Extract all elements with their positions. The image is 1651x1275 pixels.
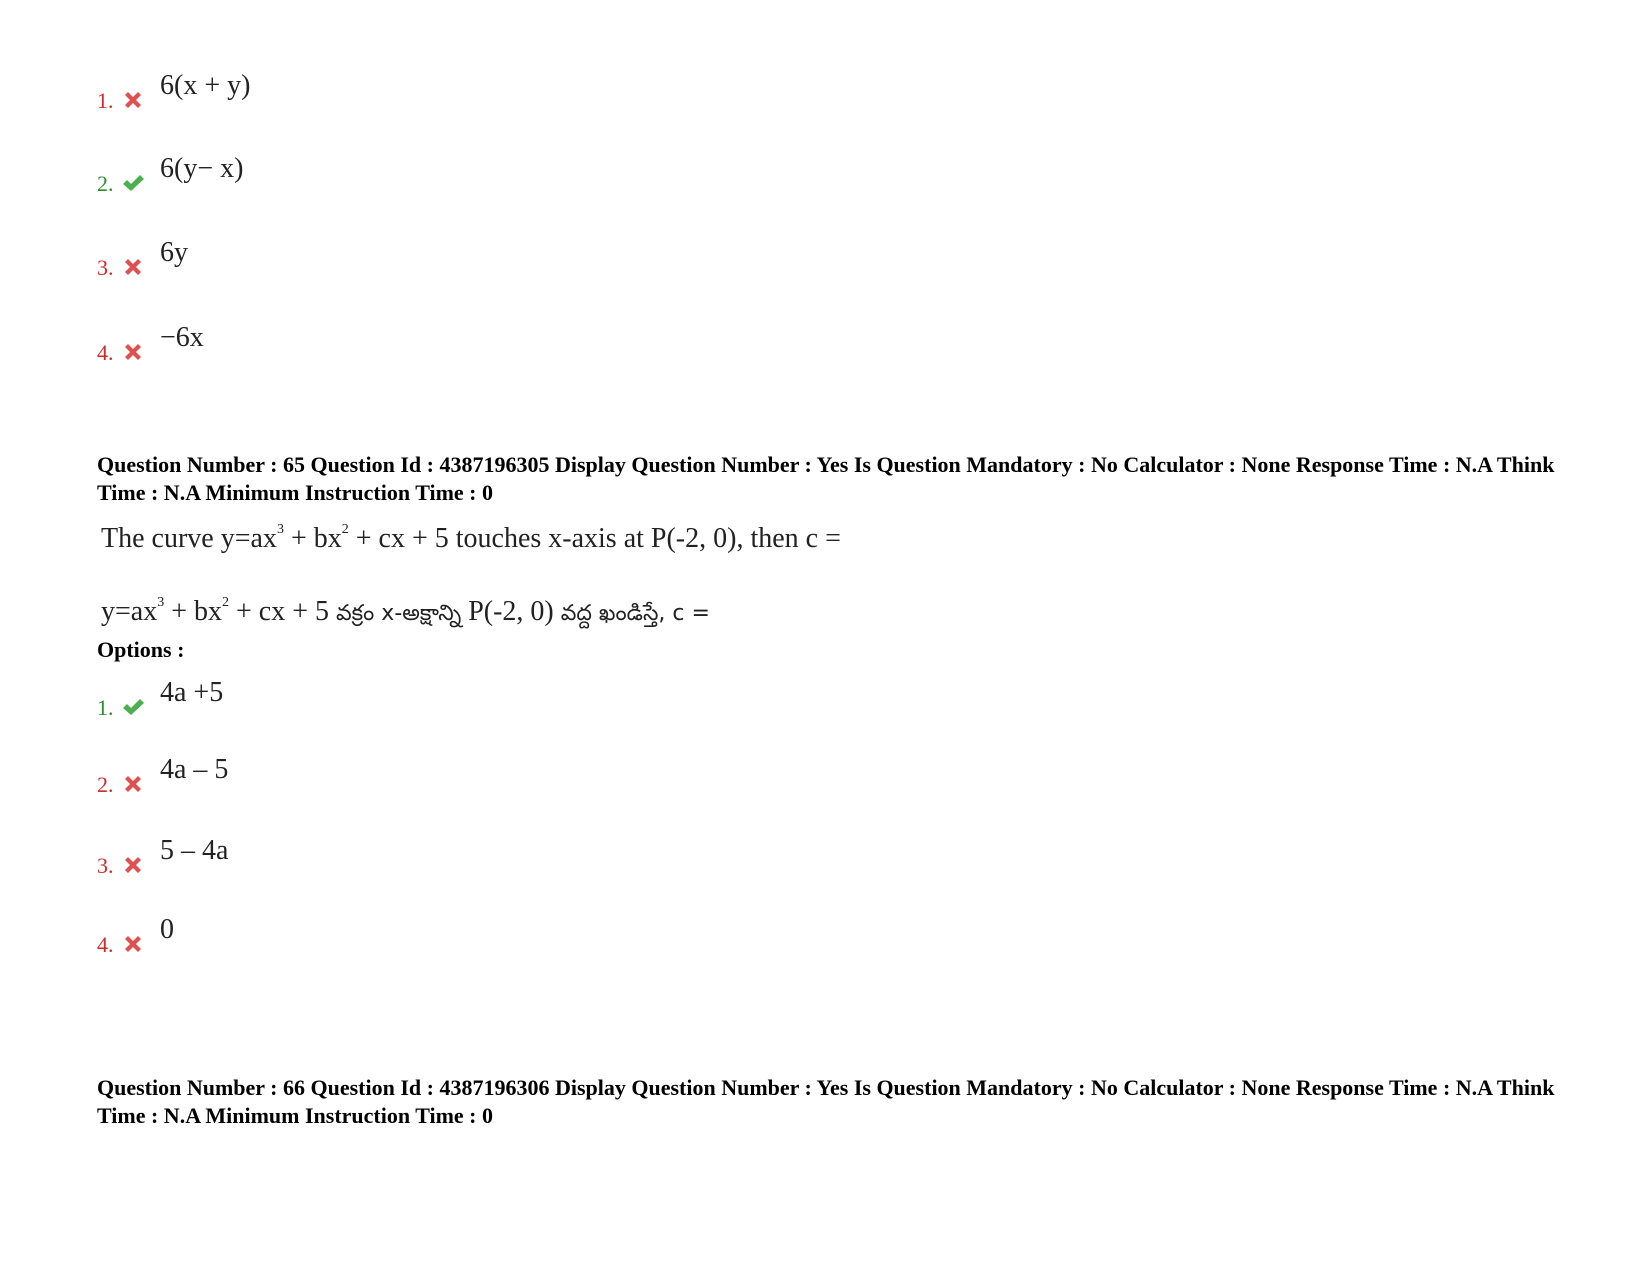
- option-number: 1.: [97, 88, 114, 113]
- option-number: 4.: [97, 340, 114, 365]
- cross-icon: [121, 932, 145, 956]
- check-icon: [121, 171, 145, 195]
- question-meta: Question Number : 66 Question Id : 4387196306 Display Question Number : Yes Is Question Mandatory : No Calculator : None Response Time : N.A Think Time : N.A Minimum Instruction Time : 0: [97, 1075, 1555, 1128]
- option-text: 6y: [160, 237, 188, 268]
- question-text-telugu: [101, 595, 710, 631]
- option-number: 3.: [97, 255, 114, 280]
- question-text-part: + bx: [283, 523, 342, 554]
- option-number: 2.: [97, 171, 114, 196]
- option-text: −6x: [160, 322, 204, 353]
- question-text-english: [101, 522, 841, 555]
- telugu-text: వక్రం x-అక్షాన్ని: [336, 601, 469, 626]
- option-text: 6(y− x): [160, 153, 244, 184]
- option-number: 2.: [97, 772, 114, 797]
- superscript: 3: [276, 522, 284, 537]
- options-label: Options :: [97, 637, 185, 662]
- superscript: 2: [341, 522, 349, 537]
- option-number: 1.: [97, 695, 114, 720]
- question-text-part: + cx + 5 touches x-axis at P(-2, 0), then c =: [348, 523, 841, 554]
- superscript: 3: [157, 595, 165, 610]
- option-number: 4.: [97, 932, 114, 957]
- option-text: 4a – 5: [160, 754, 229, 785]
- question-text-part: + cx + 5: [229, 596, 337, 627]
- cross-icon: [121, 853, 145, 877]
- question-text-part: + bx: [164, 596, 223, 627]
- superscript: 2: [222, 595, 230, 610]
- cross-icon: [121, 88, 145, 112]
- question-text-part: P(-2, 0): [468, 596, 554, 627]
- option-text: 6(x + y): [160, 70, 251, 101]
- check-icon: [121, 695, 145, 719]
- cross-icon: [121, 772, 145, 796]
- option-text: 0: [160, 914, 174, 945]
- question-meta: Question Number : 65 Question Id : 4387196305 Display Question Number : Yes Is Question Mandatory : No Calculator : None Response Time : N.A Think Time : N.A Minimum Instruction Time : 0: [97, 452, 1555, 505]
- telugu-text: వద్ద ఖండిస్తే, c =: [553, 601, 710, 626]
- cross-icon: [121, 340, 145, 364]
- question-text-part: y=ax: [101, 596, 158, 627]
- question-text-part: The curve y=ax: [101, 523, 277, 554]
- option-text: 4a +5: [160, 677, 224, 708]
- option-text: 5 – 4a: [160, 835, 229, 866]
- cross-icon: [121, 255, 145, 279]
- option-number: 3.: [97, 853, 114, 878]
